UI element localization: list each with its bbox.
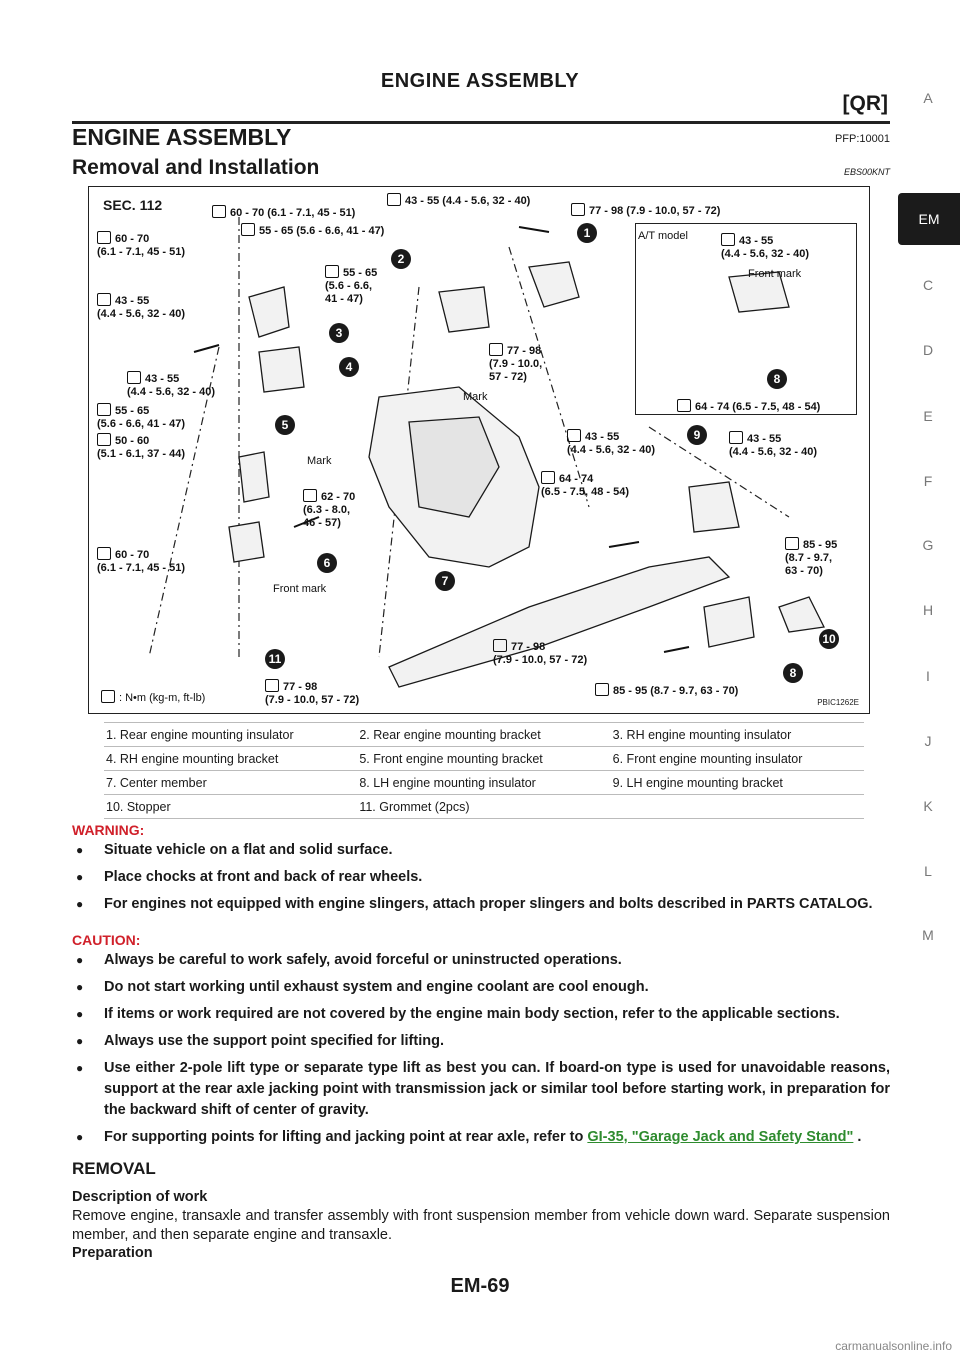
at-model-label: A/T model <box>638 230 688 242</box>
torque-wrench-icon <box>387 193 401 206</box>
callout-2: 2 <box>391 249 411 269</box>
torque-wrench-icon <box>97 231 111 244</box>
mark-label: Mark <box>307 455 332 467</box>
callout-7: 7 <box>435 571 455 591</box>
page-header-subtitle: [QR] <box>842 92 888 115</box>
list-item: ● Do not start working until exhaust system and engine coolant are cool enough. <box>72 977 890 998</box>
section-code: PFP:10001 <box>834 133 890 145</box>
tab-m[interactable]: M <box>922 927 934 943</box>
torque-wrench-icon <box>265 679 279 692</box>
torque-wrench-icon <box>212 205 226 218</box>
warning-list <box>72 840 890 915</box>
torque-wrench-icon <box>127 371 141 384</box>
table-cell: 2. Rear engine mounting bracket <box>357 723 610 747</box>
torque-wrench-icon <box>97 293 111 306</box>
preparation-heading: Preparation <box>72 1245 153 1261</box>
torque-unit-legend: : N•m (kg-m, ft-lb) <box>101 690 205 705</box>
torque-wrench-icon <box>303 489 317 502</box>
callout-9: 9 <box>687 425 707 445</box>
torque-wrench-icon <box>567 429 581 442</box>
tab-f[interactable]: F <box>923 473 933 489</box>
tab-h[interactable]: H <box>922 602 934 618</box>
torque-wrench-icon <box>493 639 507 652</box>
description-body: Remove engine, transaxle and transfer assembly with front suspension member from vehicle down ward. Separate suspension member, and then separate engine and transaxle. <box>72 1208 890 1243</box>
page-header-title: ENGINE ASSEMBLY <box>380 70 580 92</box>
torque-label: 55 - 65 (5.6 - 6.6, 41 - 47) <box>325 267 378 305</box>
section-title: ENGINE ASSEMBLY <box>72 124 292 150</box>
engine-mount-diagram <box>88 186 870 714</box>
caution-label: CAUTION: <box>72 932 141 948</box>
torque-label: 62 - 70 (6.3 - 8.0, 46 - 57) <box>303 491 356 529</box>
torque-wrench-icon <box>541 471 555 484</box>
torque-label: 43 - 55 (4.4 - 5.6, 32 - 40) <box>729 433 818 458</box>
torque-label: 77 - 98 (7.9 - 10.0, 57 - 72) <box>489 345 543 383</box>
list-item <box>72 1127 890 1148</box>
torque-label: 43 - 55 (4.4 - 5.6, 32 - 40) <box>97 295 186 320</box>
diagram-sec-number: SEC. 112 <box>103 197 163 213</box>
warning-label: WARNING: <box>72 822 145 838</box>
torque-label: 85 - 95 (8.7 - 9.7, 63 - 70) <box>785 539 838 577</box>
callout-10: 10 <box>819 629 839 649</box>
torque-label: 55 - 65 (5.6 - 6.6, 41 - 47) <box>97 405 186 430</box>
front-mark-label: Front mark <box>273 583 327 595</box>
torque-label: 77 - 98 (7.9 - 10.0, 57 - 72) <box>265 681 360 706</box>
front-mark-label-inset: Front mark <box>748 268 802 280</box>
torque-label: 60 - 70 (6.1 - 7.1, 45 - 51) <box>97 233 186 258</box>
tab-d[interactable]: D <box>922 342 934 358</box>
table-cell: 4. RH engine mounting bracket <box>104 747 357 771</box>
table-cell: 11. Grommet (2pcs) <box>357 795 610 819</box>
list-item: ● Always be careful to work safely, avoid forceful or uninstructed operations. <box>72 950 890 971</box>
torque-wrench-icon <box>721 233 735 246</box>
tab-e[interactable]: E <box>923 408 933 424</box>
torque-label: 64 - 74 (6.5 - 7.5, 48 - 54) <box>541 473 630 498</box>
torque-wrench-icon <box>101 690 115 703</box>
table-row <box>104 747 864 771</box>
table-cell: 10. Stopper <box>104 795 357 819</box>
list-item: ● Always use the support point specified for lifting. <box>72 1031 890 1052</box>
reference-suffix: . <box>853 1129 862 1145</box>
tab-c[interactable]: C <box>922 277 934 293</box>
torque-label: 60 - 70 (6.1 - 7.1, 45 - 51) <box>97 549 186 574</box>
garage-jack-reference-link[interactable]: GI-35, "Garage Jack and Safety Stand" <box>587 1129 854 1145</box>
subsection-title: Removal and Installation <box>72 156 320 179</box>
table-row <box>104 723 864 747</box>
callout-8: 8 <box>767 369 787 389</box>
callout-11: 11 <box>265 649 285 669</box>
table-row <box>104 795 864 819</box>
torque-wrench-icon <box>97 403 111 416</box>
table-cell: 7. Center member <box>104 771 357 795</box>
torque-label: 60 - 70 (6.1 - 7.1, 45 - 51) <box>212 205 355 220</box>
reference-text: For supporting points for lifting and jacking point at rear axle, refer to <box>104 1129 588 1145</box>
page-number: EM-69 <box>450 1275 510 1297</box>
removal-heading: REMOVAL <box>72 1159 156 1178</box>
torque-label: 43 - 55 (4.4 - 5.6, 32 - 40) <box>721 235 810 260</box>
table-cell: 8. LH engine mounting insulator <box>357 771 610 795</box>
torque-wrench-icon <box>595 683 609 696</box>
list-item: ● If items or work required are not covered by the engine main body section, refer to the applicable sections. <box>72 1004 890 1025</box>
mark-label: Mark <box>463 391 488 403</box>
torque-wrench-icon <box>97 433 111 446</box>
list-item: ● Use either 2-pole lift type or separate type lift as best you can. If board-on type is used for unavoidable reasons, support at the rear axle jacking point with transmission jack or similar tool before starting work, in preparation for the backward shift of center of gravity. <box>72 1058 890 1121</box>
torque-wrench-icon <box>489 343 503 356</box>
torque-wrench-icon <box>677 399 691 412</box>
parts-legend-table <box>104 722 864 819</box>
table-cell: 3. RH engine mounting insulator <box>611 723 864 747</box>
list-item: ● Situate vehicle on a flat and solid surface. <box>72 840 890 861</box>
torque-label: 64 - 74 (6.5 - 7.5, 48 - 54) <box>677 399 820 414</box>
tab-em[interactable]: EM <box>898 193 960 245</box>
torque-label: 55 - 65 (5.6 - 6.6, 41 - 47) <box>241 223 384 238</box>
torque-wrench-icon <box>729 431 743 444</box>
torque-label: 77 - 98 (7.9 - 10.0, 57 - 72) <box>493 641 588 666</box>
description-heading: Description of work <box>72 1189 208 1205</box>
torque-label: 43 - 55 (4.4 - 5.6, 32 - 40) <box>127 373 216 398</box>
callout-8: 8 <box>783 663 803 683</box>
callout-1: 1 <box>577 223 597 243</box>
tab-a[interactable]: A <box>923 90 933 106</box>
table-cell: 1. Rear engine mounting insulator <box>104 723 357 747</box>
torque-wrench-icon <box>325 265 339 278</box>
torque-label: 77 - 98 (7.9 - 10.0, 57 - 72) <box>571 203 720 218</box>
tab-l[interactable]: L <box>924 863 932 879</box>
table-cell <box>611 795 864 819</box>
tab-i[interactable]: I <box>926 668 930 684</box>
torque-label: 85 - 95 (8.7 - 9.7, 63 - 70) <box>595 683 738 698</box>
tab-g[interactable]: G <box>922 537 934 553</box>
list-item: ● Place chocks at front and back of rear wheels. <box>72 867 890 888</box>
subsection-code: EBS00KNT <box>843 167 890 177</box>
table-cell: 9. LH engine mounting bracket <box>611 771 864 795</box>
table-row <box>104 771 864 795</box>
figure-code: PBIC1262E <box>817 698 859 707</box>
callout-4: 4 <box>339 357 359 377</box>
list-item: ● For engines not equipped with engine slingers, attach proper slingers and bolts described in PARTS CATALOG. <box>72 894 890 915</box>
callout-3: 3 <box>329 323 349 343</box>
caution-list <box>72 950 890 1148</box>
torque-label: 43 - 55 (4.4 - 5.6, 32 - 40) <box>567 431 656 456</box>
table-cell: 6. Front engine mounting insulator <box>611 747 864 771</box>
callout-5: 5 <box>275 415 295 435</box>
torque-wrench-icon <box>97 547 111 560</box>
torque-wrench-icon <box>785 537 799 550</box>
tab-j[interactable]: J <box>924 733 932 749</box>
torque-wrench-icon <box>571 203 585 216</box>
tab-k[interactable]: K <box>923 798 933 814</box>
watermark: carmanualsonline.info <box>835 1339 952 1353</box>
torque-wrench-icon <box>241 223 255 236</box>
table-cell: 5. Front engine mounting bracket <box>357 747 610 771</box>
callout-6: 6 <box>317 553 337 573</box>
torque-label: 50 - 60 (5.1 - 6.1, 37 - 44) <box>97 435 186 460</box>
torque-label: 43 - 55 (4.4 - 5.6, 32 - 40) <box>387 193 530 208</box>
